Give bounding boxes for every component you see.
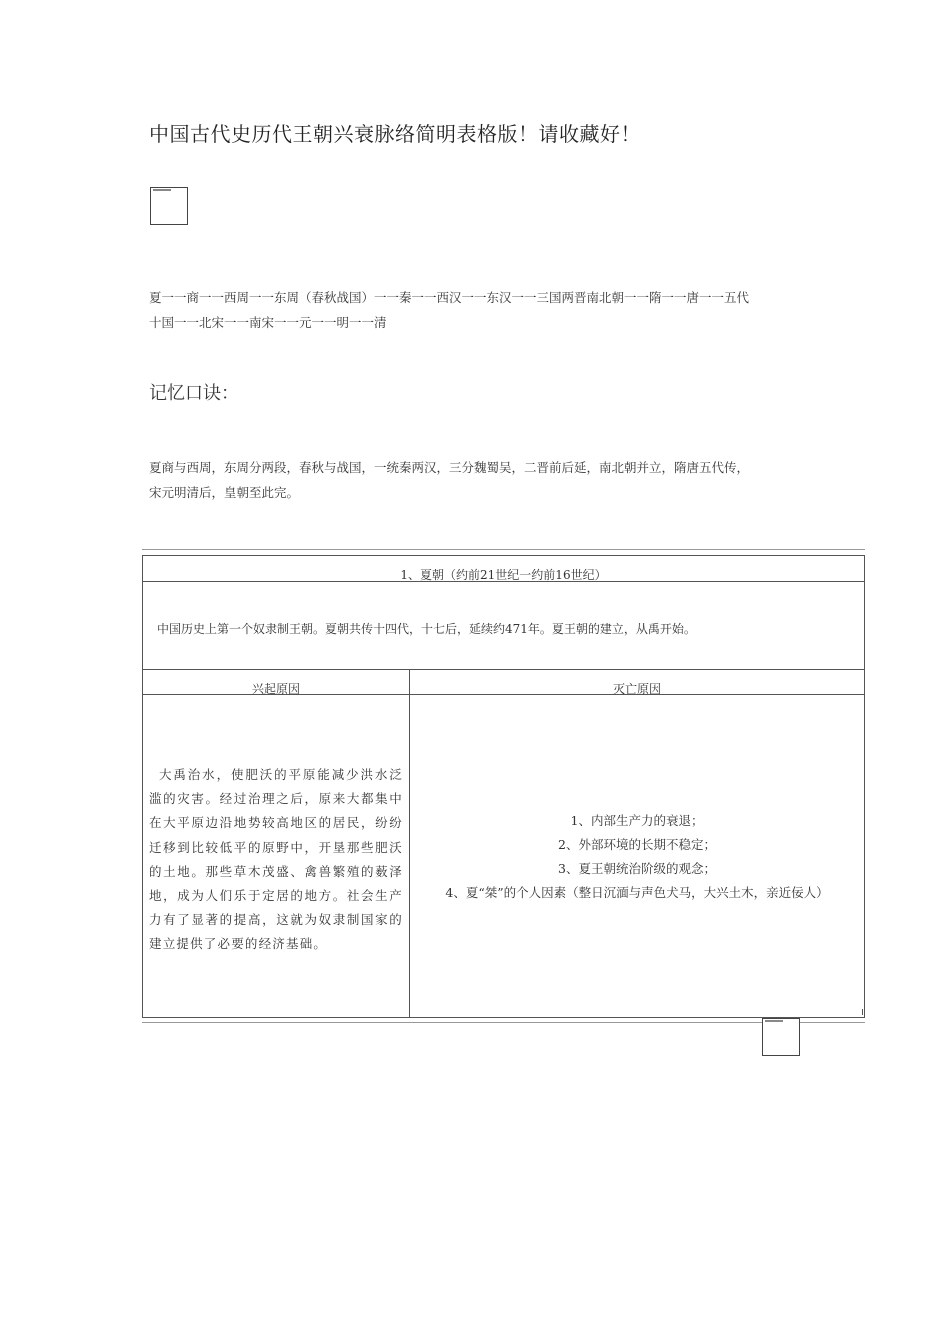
mnemonic-line-2: 宋元明清后，皇朝至此完。 [149, 485, 300, 500]
dynasty-sequence-line-1: 夏一一商一一西周一一东周（春秋战国）一一秦一一西汉一一东汉一一三国两晋南北朝一一隋一一唐一一五代 [149, 290, 750, 305]
table-row-divider [143, 669, 864, 670]
mnemonic-line-1: 夏商与西周，东周分两段，春秋与战国，一统秦两汉，三分魏蜀吴，二晋前后延，南北朝并立，隋唐五代传， [149, 460, 750, 475]
fall-reason-item: 2、外部环境的长期不稳定； [558, 837, 716, 852]
mnemonic-heading: 记忆口诀： [149, 383, 239, 404]
fall-reason-item: 1、内部生产力的衰退； [570, 813, 704, 828]
table-header-xia-dynasty: 1、夏朝（约前21世纪一约前16世纪） [400, 568, 607, 582]
dynasty-sequence-line-2: 十国一一北宋一一南宋一一元一一明一一清 [149, 315, 387, 330]
rise-reasons-heading: 兴起原因 [251, 682, 300, 696]
xia-dynasty-table [142, 555, 865, 1018]
rise-reasons-text: 大禹治水，使肥沃的平原能减少洪水泛滥的灾害。经过治理之后，原来大都集中在大平原边沿地势较高地区的居民，纷纷迁移到比较低平的原野中，开垦那些肥沃的土地。那些草木茂盛、禽兽繁殖的薮泽地，成为人们乐于定居的地方。社会生产力有了显著的提高，这就为奴隶制国家的建立提供了必要的经济基础。 [149, 767, 403, 952]
table-edge-mark [862, 1009, 866, 1015]
image-placeholder-icon [150, 187, 188, 225]
fall-reason-item: 3、夏王朝统治阶级的观念； [558, 861, 716, 876]
fall-reasons-list [409, 809, 865, 905]
fall-reasons-heading: 灭亡原因 [612, 682, 661, 696]
table-description: 中国历史上第一个奴隶制王朝。夏朝共传十四代，十七后，延续约471年。夏王朝的建立，从禹开始。 [157, 622, 696, 636]
page-title: 中国古代史历代王朝兴衰脉络简明表格版！请收藏好！ [149, 122, 641, 146]
image-placeholder-icon [762, 1018, 800, 1056]
fall-reason-item: 4、夏“桀”的个人因素（整日沉湎与声色犬马，大兴土木，亲近佞人） [445, 885, 829, 900]
